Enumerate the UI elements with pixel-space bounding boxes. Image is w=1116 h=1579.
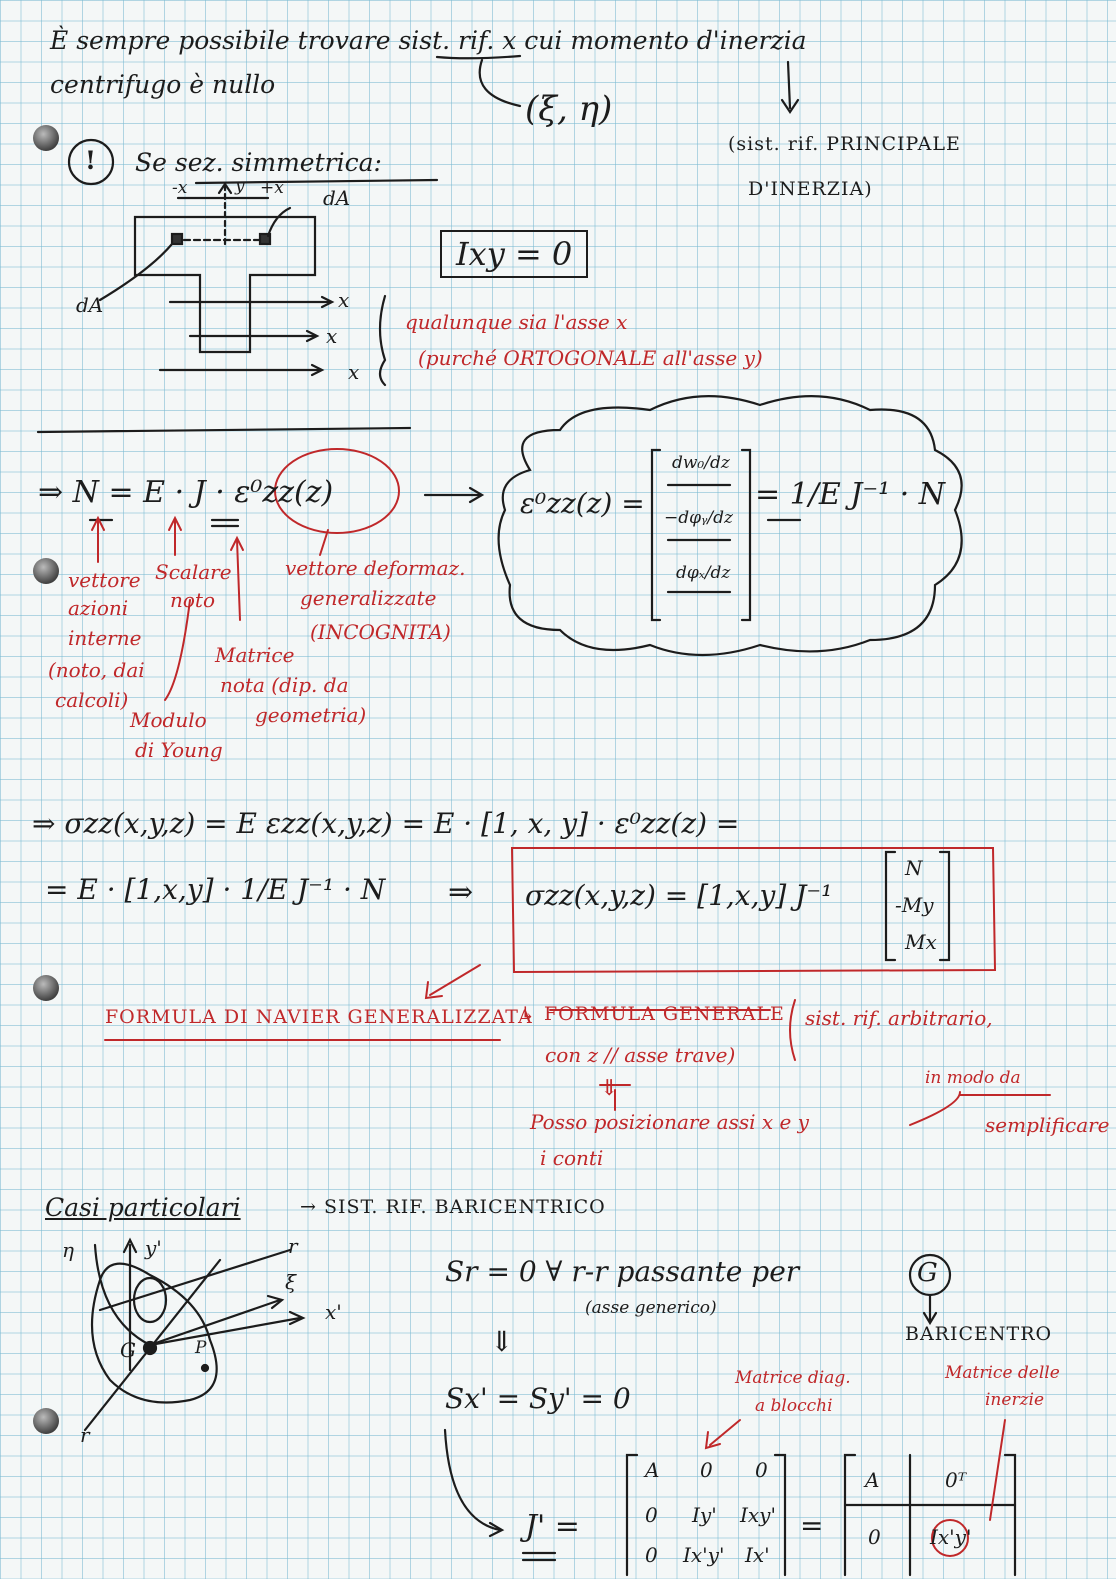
note-position-mid: in modo da xyxy=(925,1068,1021,1088)
label-plus-x: +x xyxy=(260,178,284,198)
sigma-vec-1: N xyxy=(905,856,923,880)
figure-label: r xyxy=(80,1423,90,1447)
label-J-prime: J' = xyxy=(525,1509,580,1544)
cloud-rhs: = 1/E J⁻¹ · N xyxy=(755,477,946,512)
note-position-3: i conti xyxy=(540,1146,604,1170)
cloud-lhs: ε⁰zz(z) = xyxy=(520,487,645,520)
matrix-cell: Ixy' xyxy=(740,1503,776,1527)
block-cell: 0 xyxy=(868,1525,881,1549)
note-young-1: Modulo xyxy=(130,708,207,732)
note-vector-4: (noto, dai xyxy=(48,658,145,682)
exclamation-icon: ! xyxy=(85,146,96,175)
equation-Sr: Sr = 0 ∀ r-r passante per xyxy=(445,1255,800,1288)
figure-label: P xyxy=(195,1338,207,1358)
label-minus-x: -x xyxy=(172,178,188,198)
note-general-3: con z // asse trave) xyxy=(545,1043,736,1067)
note-scalar-2: noto xyxy=(170,588,215,612)
label-general: ↳ FORMULA GENERALE xyxy=(520,1003,785,1025)
sigma-box-lhs: σzz(x,y,z) = [1,x,y] J⁻¹ xyxy=(525,879,833,912)
figure-label: G xyxy=(120,1338,136,1362)
sigma-vec-2: -My xyxy=(895,893,934,917)
label-G-circle: G xyxy=(917,1258,938,1288)
note-vector-5: calcoli) xyxy=(55,688,129,712)
text-sym-heading: Se sez. simmetrica: xyxy=(135,148,382,177)
down-arrow-icon: ⇓ xyxy=(600,1076,619,1101)
label-x-1: x xyxy=(338,288,350,312)
note-general-2: sist. rif. arbitrario, xyxy=(805,1006,993,1030)
note-diag-2: a blocchi xyxy=(755,1396,833,1416)
text-xi-eta: (ξ, η) xyxy=(525,89,613,129)
label-dA-top: dA xyxy=(323,186,351,210)
equation-sigma-1: ⇒ σzz(x,y,z) = E εzz(x,y,z) = E · [1, x, y] · ε⁰zz(z) = xyxy=(32,807,740,840)
figure-label: r xyxy=(288,1234,298,1258)
label-baricentro: BARICENTRO xyxy=(905,1323,1053,1345)
note-inerzie-1: Matrice delle xyxy=(945,1363,1060,1383)
label-x-3: x xyxy=(348,360,360,384)
label-x-2: x xyxy=(326,324,338,348)
arrow-implies: ⇒ xyxy=(448,875,474,910)
note-vector-1: vettore xyxy=(68,568,141,592)
note-deform-1: vettore deformaz. xyxy=(285,556,466,580)
label-y: y xyxy=(235,176,245,196)
note-any-axis-2: (purché ORTOGONALE all'asse y) xyxy=(418,346,763,370)
note-position-2: semplificare xyxy=(985,1113,1110,1137)
note-matrix-2: nota (dip. da xyxy=(220,673,349,697)
heading-cases: Casi particolari xyxy=(45,1193,241,1222)
matrix-cell: Ix'y' xyxy=(683,1543,725,1567)
block-cell: A xyxy=(865,1468,880,1492)
matrix-cell: 0 xyxy=(700,1458,713,1482)
note-position-1: Posso posizionare assi x e y xyxy=(530,1110,809,1134)
equation-N: ⇒ N = E · J · ε⁰zz(z) xyxy=(38,475,334,510)
figure-label: η xyxy=(62,1238,74,1262)
figure-label: ξ xyxy=(285,1270,297,1294)
equation-Sxy: Sx' = Sy' = 0 xyxy=(445,1382,631,1415)
matrix-cell: Iy' xyxy=(692,1503,717,1527)
note-young-2: di Young xyxy=(135,738,223,762)
equals-sign: = xyxy=(800,1509,824,1542)
note-vector-3: interne xyxy=(68,626,142,650)
note-scalar-1: Scalare xyxy=(155,560,232,584)
block-cell: 0ᵀ xyxy=(945,1468,967,1492)
note-deform-3: (INCOGNITA) xyxy=(310,620,451,644)
figure-label: y' xyxy=(145,1236,162,1260)
down-arrow-icon-2: ⇓ xyxy=(490,1325,514,1358)
matrix-cell: 0 xyxy=(645,1543,658,1567)
cloud-entry-2: −dφᵧ/dz xyxy=(664,508,733,528)
matrix-cell: 0 xyxy=(645,1503,658,1527)
figure-label: x' xyxy=(325,1300,342,1324)
text-intro-2: centrifugo è nullo xyxy=(50,70,276,99)
note-asse-generico: (asse generico) xyxy=(585,1298,717,1318)
cloud-entry-3: dφₓ/dz xyxy=(676,563,731,583)
block-cell: Ix'y' xyxy=(930,1525,972,1549)
text-intro-1: È sempre possibile trovare sist. rif. x cui momento d'inerzia xyxy=(50,26,807,55)
note-inerzie-2: inerzie xyxy=(985,1390,1045,1410)
note-any-axis-1: qualunque sia l'asse x xyxy=(405,310,628,334)
cloud-entry-1: dw₀/dz xyxy=(672,453,730,473)
text-principal-2: D'INERZIA) xyxy=(748,178,873,200)
note-deform-2: generalizzate xyxy=(300,586,437,610)
note-matrix-3: geometria) xyxy=(255,703,367,727)
note-matrix-1: Matrice xyxy=(215,643,295,667)
equation-sigma-2: = E · [1,x,y] · 1/E J⁻¹ · N xyxy=(45,873,386,906)
sigma-vec-3: Mx xyxy=(905,930,937,954)
matrix-cell: 0 xyxy=(755,1458,768,1482)
label-dA-left: dA xyxy=(76,293,104,317)
text-principal-1: (sist. rif. PRINCIPALE xyxy=(728,133,961,155)
matrix-cell: Ix' xyxy=(745,1543,770,1567)
ixy-box: Ixy = 0 xyxy=(440,230,588,278)
matrix-cell: A xyxy=(645,1458,660,1482)
note-diag-1: Matrice diag. xyxy=(735,1368,851,1388)
label-navier: FORMULA DI NAVIER GENERALIZZATA xyxy=(105,1006,533,1028)
heading-cases-arrow: → SIST. RIF. BARICENTRICO xyxy=(300,1196,606,1218)
note-vector-2: azioni xyxy=(68,596,129,620)
